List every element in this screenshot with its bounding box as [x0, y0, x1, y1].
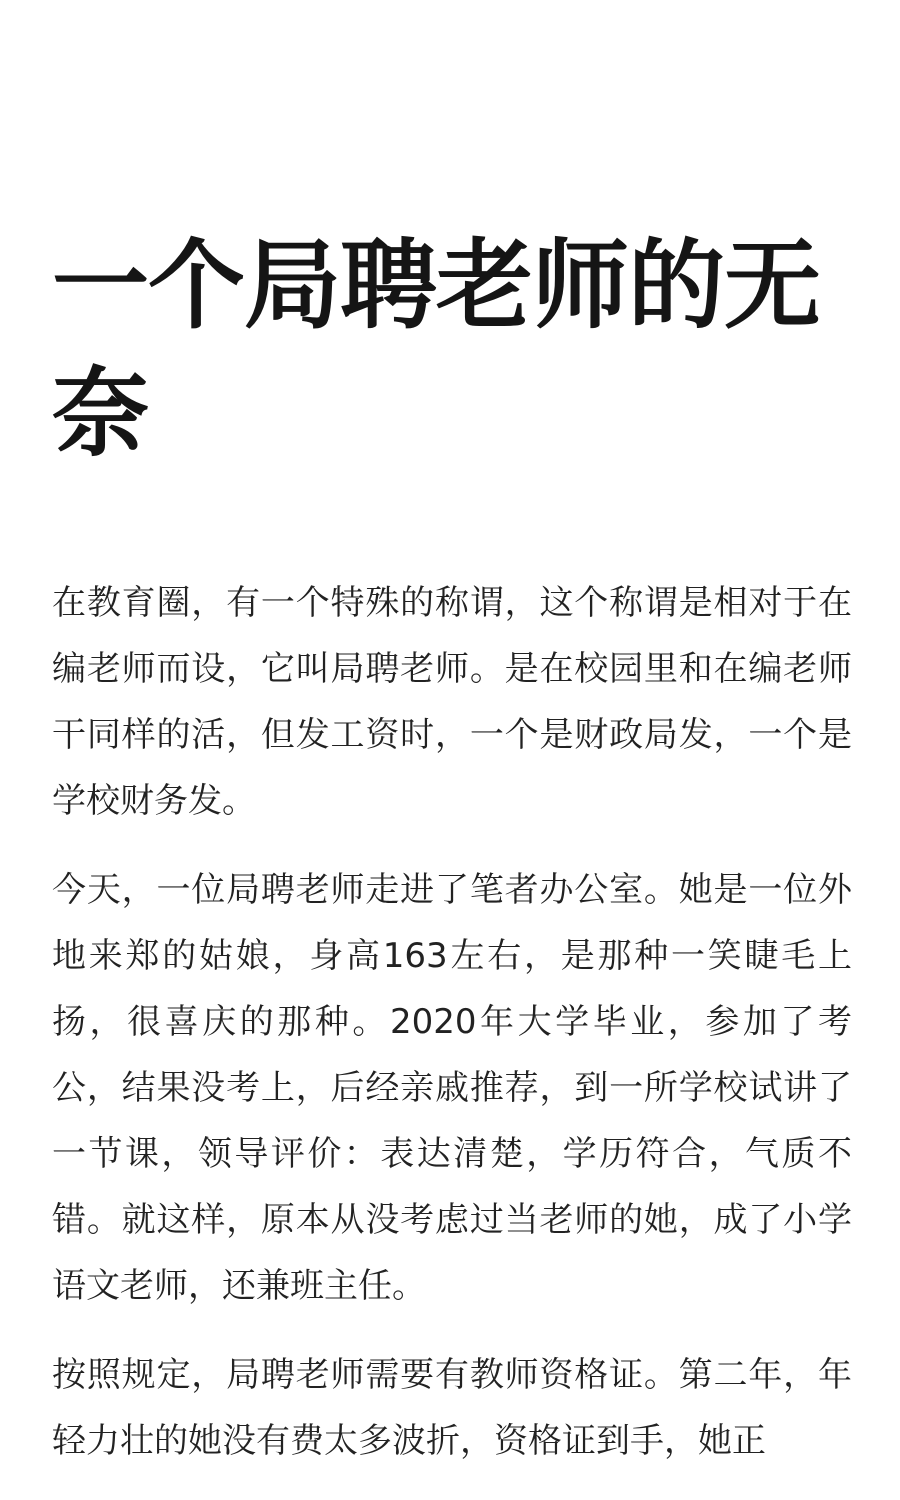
- paragraph: 在教育圈，有一个特殊的称谓，这个称谓是相对于在编老师而设，它叫局聘老师。是在校园里和在编老师干同样的活，但发工资时，一个是财政局发，一个是学校财务发。: [52, 583, 852, 821]
- paragraph: 今天，一位局聘老师走进了笔者办公室。她是一位外地来郑的姑娘，身高163左右，是那种一笑睫毛上扬，很喜庆的那种。2020年大学毕业，参加了考公，结果没考上，后经亲戚推荐，到一所学校试讲了一节课，领导评价：表达清楚，学历符合，气质不错。就这样，原本从没考虑过当老师的她，成了小学语文老师，还兼班主任。: [52, 870, 852, 1306]
- article: [52, 222, 852, 1497]
- article-body: [52, 570, 852, 1474]
- paragraph: 按照规定，局聘老师需要有教师资格证。第二年，年轻力壮的她没有费太多波折，资格证到手，她正: [52, 1355, 852, 1461]
- article-title: 一个局聘老师的无奈: [52, 229, 820, 470]
